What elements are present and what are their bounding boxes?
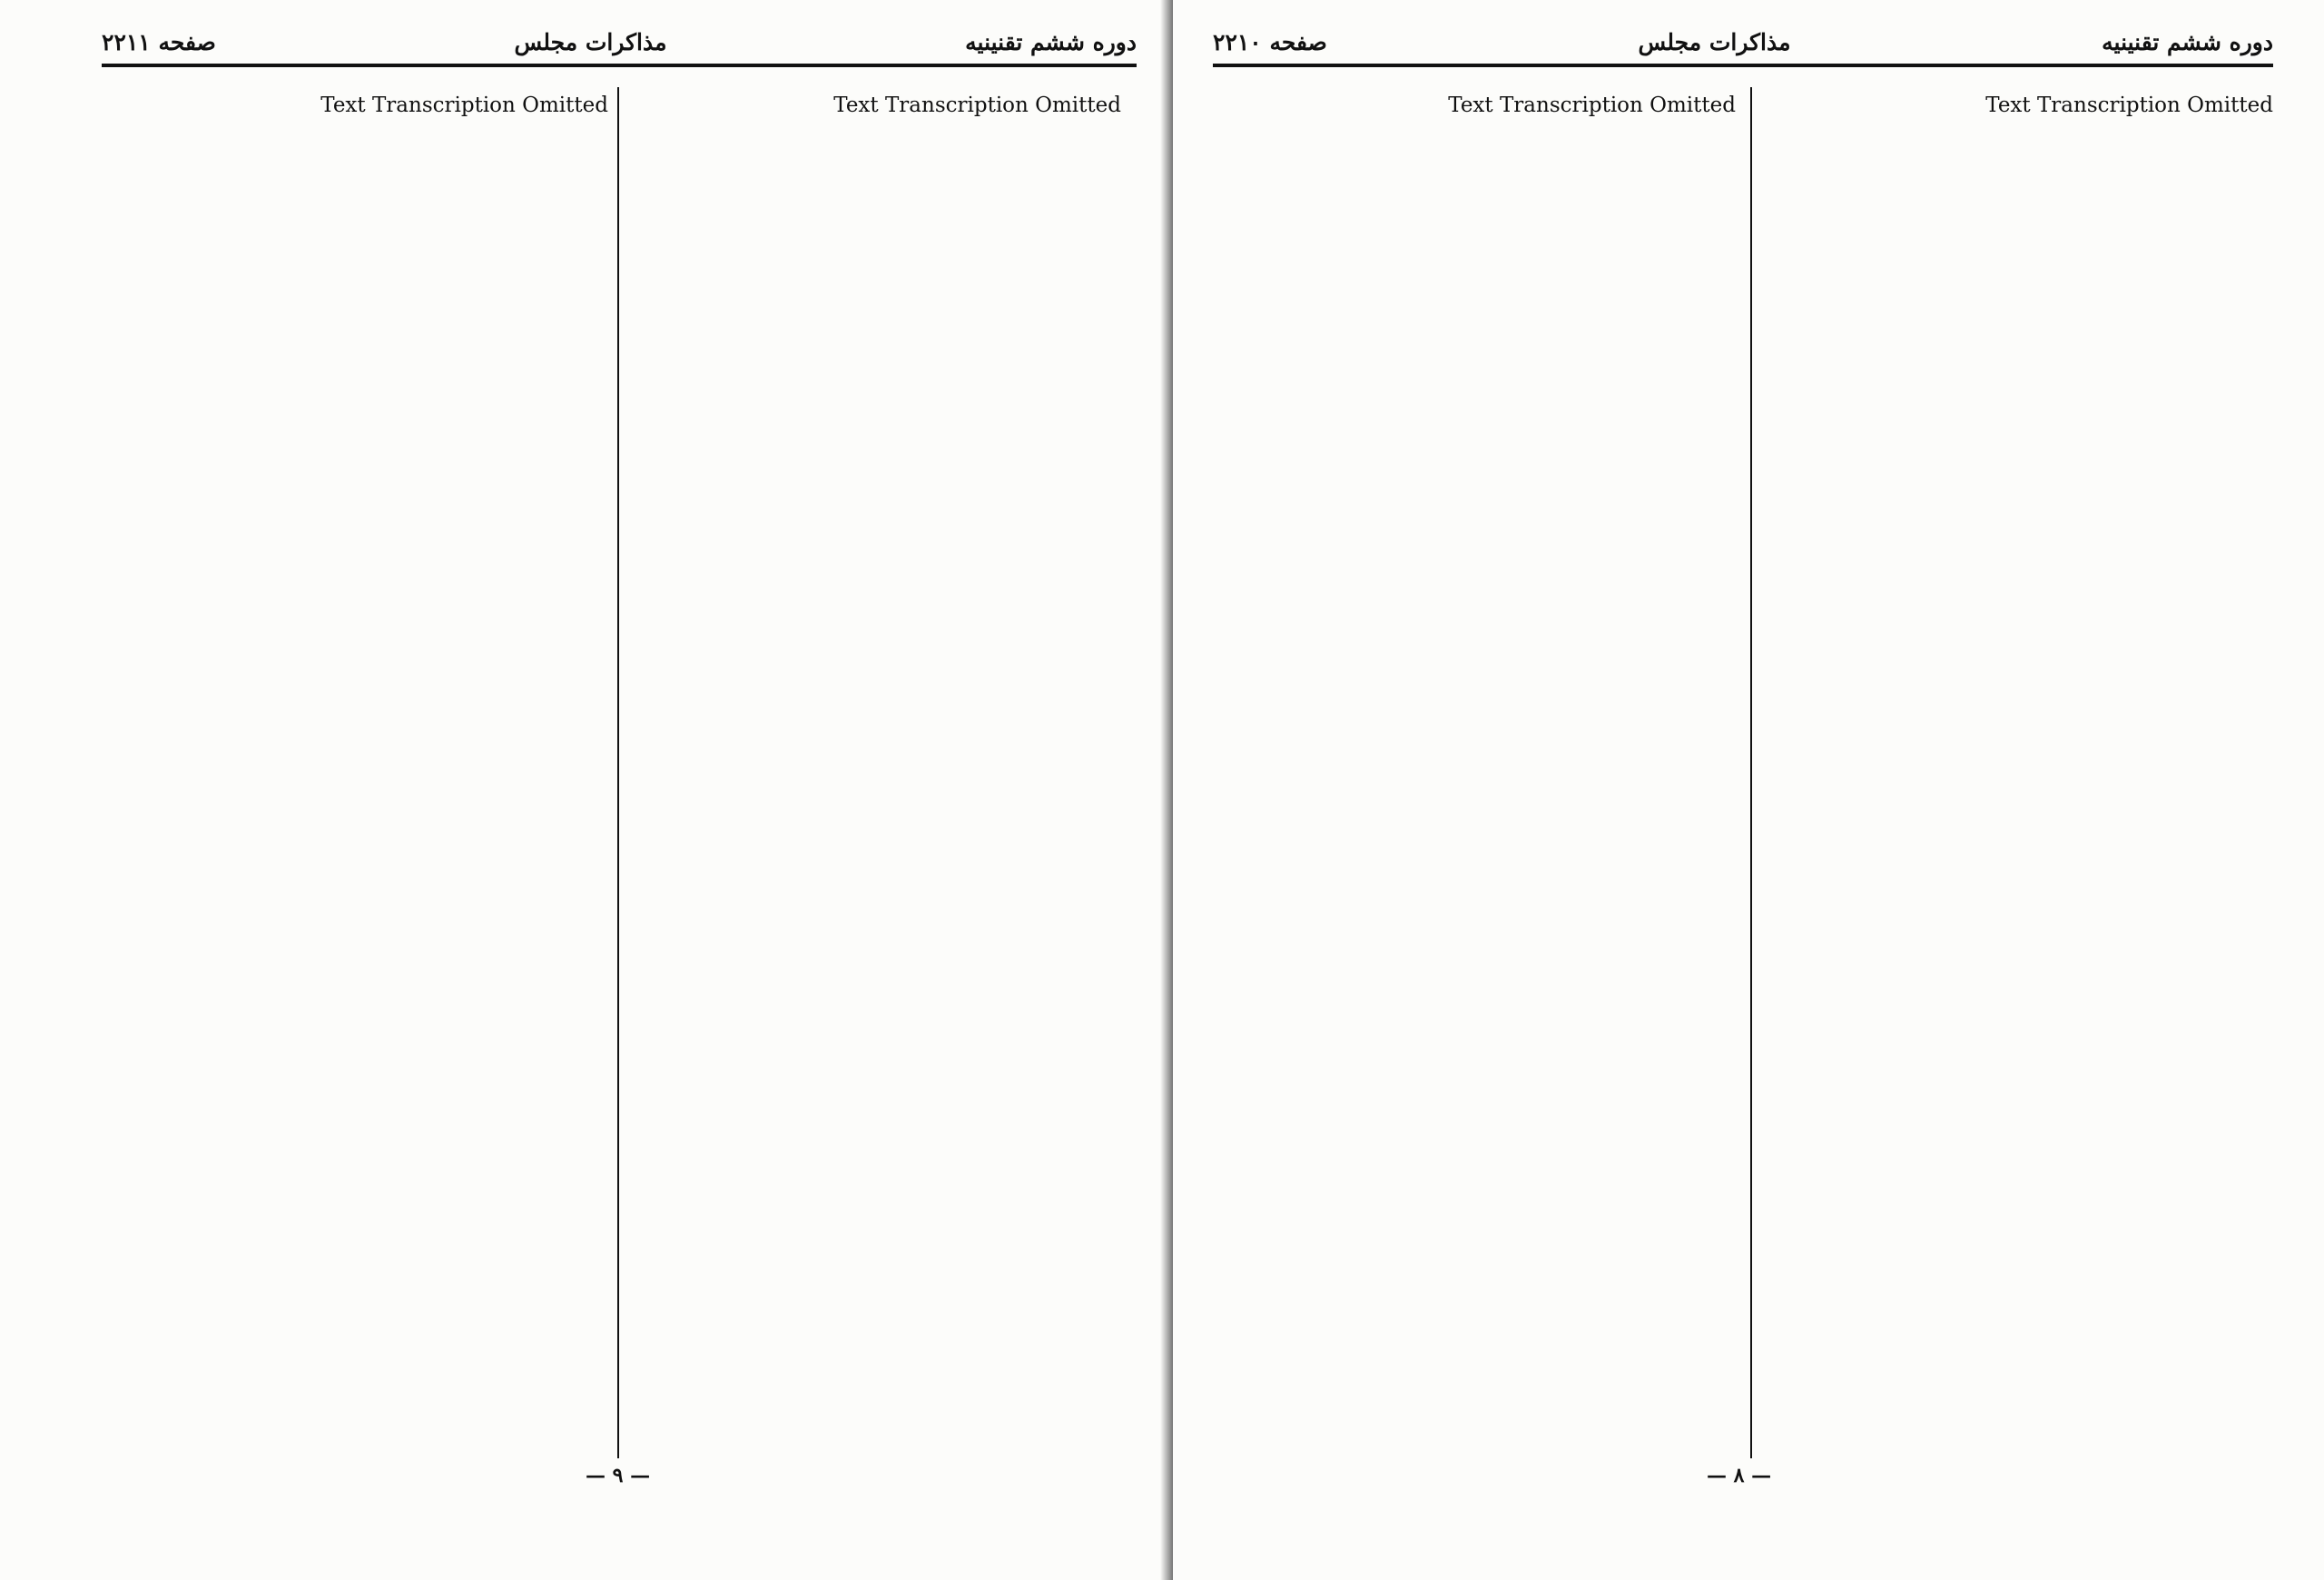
- left-header-title: مذاكرات مجلس: [514, 28, 667, 55]
- right-page-right-column: [1765, 87, 2273, 1458]
- right-page: [1173, 0, 2324, 1580]
- left-page-right-column: [631, 87, 1121, 1458]
- right-header-title: مذاكرات مجلس: [1638, 28, 1791, 55]
- left-header-series: دوره ششم تقنينيه: [965, 28, 1137, 55]
- right-header-page-number: صفحه ۲۲۱۰: [1213, 28, 1327, 55]
- right-column-divider: [1750, 87, 1752, 1458]
- right-header-series: دوره ششم تقنينيه: [2102, 28, 2273, 55]
- left-column-text: Text Transcription Omitted: [320, 94, 608, 117]
- left-header-page-number: صفحه ۲۲۱۱: [102, 28, 216, 55]
- right-header-rule: [1213, 64, 2273, 67]
- right-running-header: [1213, 24, 2273, 60]
- right-folio: — ۸ —: [1707, 1464, 1772, 1487]
- left-folio: — ۹ —: [586, 1464, 651, 1487]
- left-running-header: [102, 24, 1137, 60]
- left-page-left-column: [116, 87, 608, 1458]
- left-column-divider: [617, 87, 619, 1458]
- left-header-rule: [102, 64, 1137, 67]
- left-column-text: Text Transcription Omitted: [833, 94, 1121, 117]
- right-column-text: Text Transcription Omitted: [1448, 94, 1736, 117]
- right-column-text: Text Transcription Omitted: [1985, 94, 2273, 117]
- right-page-left-column: [1227, 87, 1736, 1458]
